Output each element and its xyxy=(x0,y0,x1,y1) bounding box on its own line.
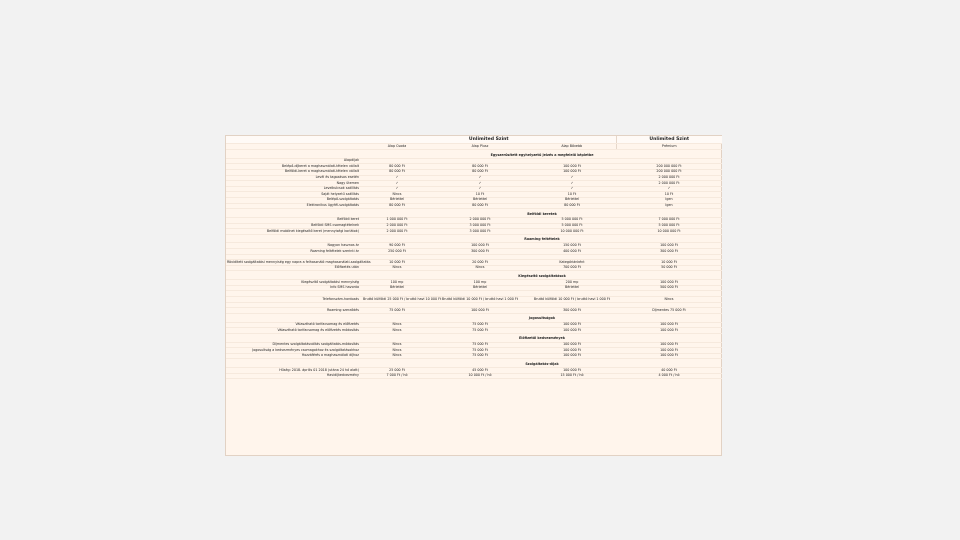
row-label: Belföldi-keret a maghasználati-tételen vállalt xyxy=(226,169,362,175)
plan-value-1: Bérlettel xyxy=(362,285,432,291)
plan-value-1: Nincs xyxy=(362,353,432,359)
plan-value-3: 700 000 Ft xyxy=(528,265,616,271)
plan-value-4: ✓ xyxy=(616,186,722,192)
plan-value-4: 7 000 000 Ft xyxy=(616,217,722,223)
plan-value-3: ✓ xyxy=(528,186,616,192)
plan-value-1: 80 000 Ft xyxy=(362,164,432,170)
plan-value-3: 100 000 Ft xyxy=(528,368,616,374)
plan-value-4: 2 000 000 Ft xyxy=(616,181,722,187)
section-title: Belföldi keretek xyxy=(362,212,722,217)
group-header-1: Unlimited Szint xyxy=(362,136,616,144)
group-header-2: Unlimited Szint xyxy=(616,136,722,144)
plan-value-2: 2 000 000 Ft xyxy=(432,217,528,223)
plan-value-4: 5 000 000 Ft xyxy=(616,223,722,229)
plan-value-3: ✓ xyxy=(528,175,616,181)
plan-value-2: ✓ xyxy=(432,186,528,192)
plan-value-2: 300 000 Ft xyxy=(432,249,528,255)
plan-value-3: 5 000 000 Ft xyxy=(528,223,616,229)
plan-value-1: 7 000 Ft / hó xyxy=(362,373,432,379)
row-label: Alapdíjak xyxy=(226,158,362,164)
plan-value-1: Nincs xyxy=(362,342,432,348)
row-label: Hozzáférés a maghasználati díjhoz xyxy=(226,353,362,359)
row-label: Belépő-díjkeret a maghasználati-tételen vállalt xyxy=(226,164,362,170)
plan-value-4: 300 000 Ft xyxy=(616,249,722,255)
row-label: Jogosultság a kedvezményes csomagokhoz és szolgáltatásokhoz xyxy=(226,348,362,354)
plan-value-2: 100 mp xyxy=(432,280,528,286)
row-label: Nagyon hasznos ár xyxy=(226,243,362,249)
plan-value-2: Bruttó külföldi 10 000 Ft / bruttó havi 1 000 Ft xyxy=(432,297,528,303)
row-label: Levelkulcsok szállítás xyxy=(226,186,362,192)
plan-header-3: Alap Bővebb xyxy=(528,144,616,150)
plan-value-4: 100 000 Ft xyxy=(616,342,722,348)
row-label: Hűség: 2018. április 01 2018 (utána 24 hó alatt) xyxy=(226,368,362,374)
plan-value-1: 100 mp xyxy=(362,280,432,286)
plan-value-2: 3 000 000 Ft xyxy=(432,229,528,235)
plan-value-3: 10 000 000 Ft xyxy=(528,229,616,235)
row-label: Választható tarifacsomag és előfizetés xyxy=(226,322,362,328)
plan-value-3: 400 000 Ft xyxy=(528,249,616,255)
row-label: Info SMS havonta xyxy=(226,285,362,291)
plan-value-3: 10 Ft xyxy=(528,192,616,198)
table-row xyxy=(226,373,722,379)
row-label: Levél és tagozásos esetén xyxy=(226,175,362,181)
plan-value-1: Bruttó külföldi 25 000 Ft / bruttó havi 10 000 Ft xyxy=(363,296,442,301)
row-label: Saját helyzetű szállítás xyxy=(226,192,362,198)
plan-value-4: 500 000 Ft xyxy=(616,285,722,291)
plan-value-4: 10 000 000 Ft xyxy=(616,229,722,235)
plan-value-3: 100 000 Ft xyxy=(528,322,616,328)
plan-value-2: 75 000 Ft xyxy=(432,328,528,334)
plan-value-3: 100 000 Ft xyxy=(528,342,616,348)
plan-value-2: 75 000 Ft xyxy=(432,342,528,348)
plan-value-4: 100 000 Ft xyxy=(616,328,722,334)
plan-value-3: Bérlettel xyxy=(528,197,616,203)
plan-value-4: 100 000 Ft xyxy=(616,353,722,359)
row-label: Roaming szerződés xyxy=(226,308,362,314)
pricing-comparison-sheet xyxy=(225,135,722,456)
plan-header-2: Alap Plusz xyxy=(432,144,528,150)
plan-value-3: Kategóriánként xyxy=(528,260,616,266)
plan-value-2: 100 000 Ft xyxy=(432,243,528,249)
plan-value-2: 80 000 Ft xyxy=(432,169,528,175)
row-label: Rövidített szolgáltatási mennyiség egy napra a felhasználó maghasználati-szolgáltatás xyxy=(227,259,371,264)
plan-value-1: Nincs xyxy=(362,322,432,328)
plan-value-2: Bérlettel xyxy=(432,285,528,291)
plan-value-4: 2 000 000 Ft xyxy=(616,175,722,181)
plan-value-1: 1 000 000 Ft xyxy=(362,217,432,223)
plan-value-4: 100 000 Ft xyxy=(616,280,722,286)
plan-value-3: 5 000 000 Ft xyxy=(528,217,616,223)
plan-value-1: ✓ xyxy=(362,175,432,181)
plan-value-4: Nincs xyxy=(616,297,722,303)
plan-value-1: 2 000 000 Ft xyxy=(362,223,432,229)
plan-value-2: 80 000 Ft xyxy=(432,164,528,170)
plan-value-2: Bérlettel xyxy=(432,197,528,203)
plan-value-2: 75 000 Ft xyxy=(432,348,528,354)
row-label: Kiegészítő szolgáltatási mennyiség xyxy=(226,280,362,286)
section-title: Előfizetői kedvezmények xyxy=(362,337,722,342)
plan-value-3: 80 000 Ft xyxy=(528,203,616,209)
plan-value-2: ✓ xyxy=(432,175,528,181)
plan-value-3: 100 000 Ft xyxy=(528,328,616,334)
plan-value-2: 75 000 Ft xyxy=(432,353,528,359)
plan-value-2: 10 Ft xyxy=(432,192,528,198)
plan-value-4: 200 000 000 Ft xyxy=(616,164,722,170)
plan-header-4: Prémium xyxy=(616,144,722,150)
plan-value-1: 80 000 Ft xyxy=(362,169,432,175)
plan-value-3: Bruttó külföldi 10 000 Ft / bruttó havi 1 000 Ft xyxy=(528,297,616,303)
plan-value-1: ✓ xyxy=(362,186,432,192)
plan-value-4: 100 000 Ft xyxy=(616,322,722,328)
row-label: Díjmentes szolgáltatásváltás szolgáltatás-módosítás xyxy=(226,342,362,348)
plan-value-4: Díjmentes 75 000 Ft xyxy=(616,308,722,314)
section-title: Kiegészítő szolgáltatások xyxy=(362,275,722,280)
plan-value-3: 150 000 Ft xyxy=(528,243,616,249)
row-label: Választható tarifacsomag és előfizetés módosítás xyxy=(226,328,362,334)
plan-value-1: 250 000 Ft xyxy=(362,249,432,255)
row-label: Belföldi mobilnet kiegészítő keret (mennyiségi korlátok) xyxy=(226,229,362,235)
plan-value-1: 10 000 Ft xyxy=(362,260,432,266)
plan-value-1: 90 000 Ft xyxy=(362,243,432,249)
plan-value-4: 50 000 Ft xyxy=(616,265,722,271)
plan-value-1: 80 000 Ft xyxy=(362,203,432,209)
corner-cell xyxy=(226,136,362,144)
plan-value-4: 40 000 Ft xyxy=(616,368,722,374)
plan-value-1: Nincs xyxy=(362,192,432,198)
pricing-comparison-table xyxy=(226,136,722,379)
section-title: Jogosultságok xyxy=(362,317,722,322)
plan-value-3: Bérlettel xyxy=(528,285,616,291)
row-label: Belépő-szolgáltatás xyxy=(226,197,362,203)
plan-value-1: Nincs xyxy=(362,348,432,354)
row-label: Telefonszám-hordozás xyxy=(226,297,362,303)
plan-value-4: 4 000 Ft / hó xyxy=(616,373,722,379)
plan-value-4: 100 000 Ft xyxy=(616,243,722,249)
plan-value-2: 10 000 Ft / hó xyxy=(432,373,528,379)
plan-value-1: 75 000 Ft xyxy=(362,308,432,314)
plan-value-4: 100 000 Ft xyxy=(616,348,722,354)
plan-value-1: Nincs xyxy=(362,265,432,271)
plan-value-2: 80 000 Ft xyxy=(432,203,528,209)
row-label: Havidíjkedvezmény xyxy=(226,373,362,379)
plan-value-2: Nincs xyxy=(432,265,528,271)
plan-value-3: 15 000 Ft / hó xyxy=(528,373,616,379)
plan-value-2: 45 000 Ft xyxy=(432,368,528,374)
plan-value-3: 100 000 Ft xyxy=(528,164,616,170)
row-label: Belföldi SMS csomagtételnek xyxy=(226,223,362,229)
section-title: Egyszerűsített egyhelyzetű jelzés a megfelelő képletbe xyxy=(362,153,722,158)
section-title: Szolgáltatás-díjak xyxy=(362,363,722,368)
plan-value-1: ✓ xyxy=(362,181,432,187)
plan-value-1: 25 000 Ft xyxy=(362,368,432,374)
group-header-row xyxy=(226,136,722,144)
plan-value-2: ✓ xyxy=(432,181,528,187)
plan-value-4: Igen xyxy=(616,203,722,209)
row-label: Nagy ütemen xyxy=(226,181,362,187)
plan-value-1: Nincs xyxy=(362,328,432,334)
row-label: Belföldi keret xyxy=(226,217,362,223)
row-label: Roaming feltételek szerinti ár xyxy=(226,249,362,255)
plan-value-1: 2 000 000 Ft xyxy=(362,229,432,235)
plan-value-3: 100 000 Ft xyxy=(528,348,616,354)
plan-value-2: 75 000 Ft xyxy=(432,322,528,328)
plan-value-3: 100 000 Ft xyxy=(528,353,616,359)
plan-value-3: 200 mp xyxy=(528,280,616,286)
plan-value-4: 10 Ft xyxy=(616,192,722,198)
plan-value-2: 20 000 Ft xyxy=(432,260,528,266)
plan-value-3: 300 000 Ft xyxy=(528,308,616,314)
plan-value-3: ✓ xyxy=(528,181,616,187)
plan-value-2: 100 000 Ft xyxy=(432,308,528,314)
row-label: Előfizetés után xyxy=(226,265,362,271)
row-label: Elektronikus ügyfél-szolgáltatás xyxy=(226,203,362,209)
plan-value-4: 10 000 Ft xyxy=(616,260,722,266)
plan-value-1: Bérlettel xyxy=(362,197,432,203)
plan-value-3: 100 000 Ft xyxy=(528,169,616,175)
plan-value-2: 3 000 000 Ft xyxy=(432,223,528,229)
plan-header-1: Alap Csoda xyxy=(362,144,432,150)
plan-value-4: 200 000 000 Ft xyxy=(616,169,722,175)
section-title: Roaming feltételek xyxy=(362,238,722,243)
plan-value-4: Igen xyxy=(616,197,722,203)
